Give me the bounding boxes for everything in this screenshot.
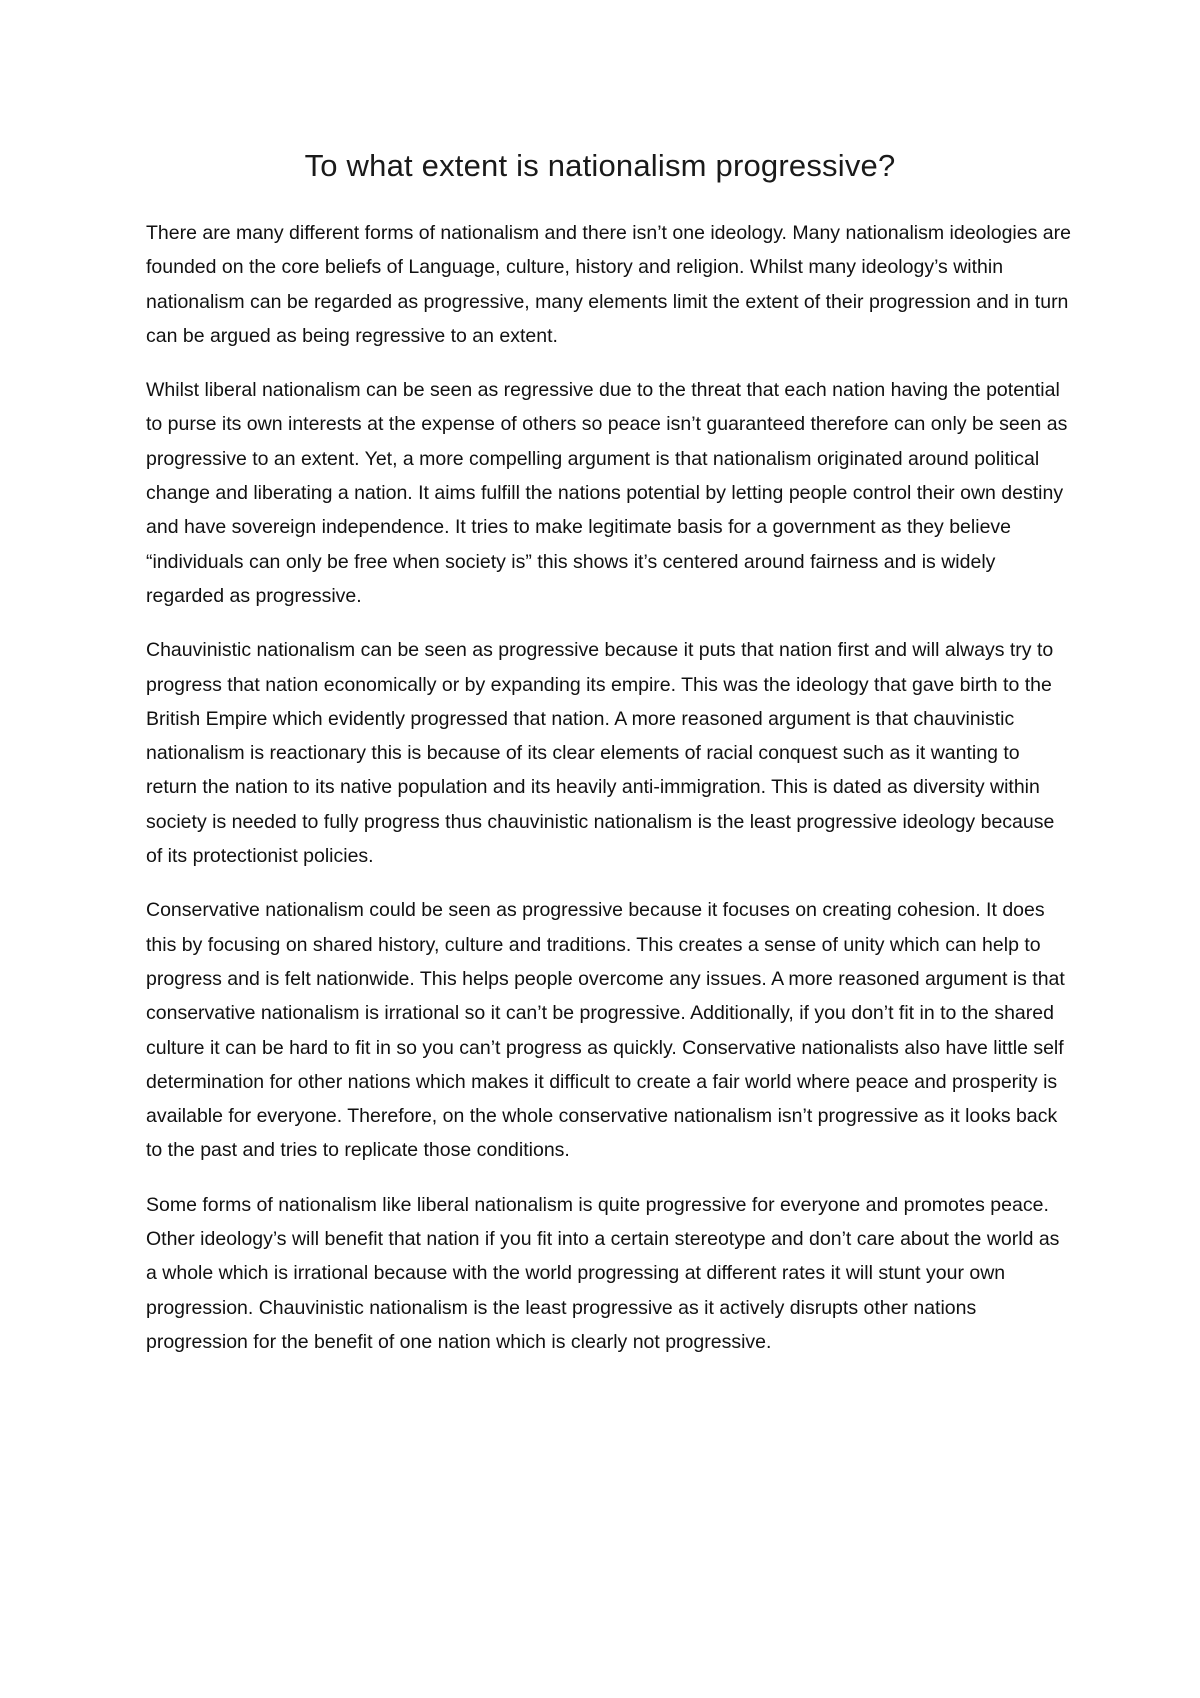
document-title: To what extent is nationalism progressive? xyxy=(304,148,896,183)
document-body xyxy=(146,216,1071,1379)
paragraph-introduction: There are many different forms of nationalism and there isn’t one ideology. Many nationalism ideologies are founded on the core beliefs of Language, culture, history and religion. Whilst many ideology’s within nationalism can be regarded as progressive, many elements limit the extent of their progression and in turn can be argued as being regressive to an extent. xyxy=(146,222,1071,347)
paragraph-chauvinistic-nationalism: Chauvinistic nationalism can be seen as progressive because it puts that nation first and will always try to progress that nation economically or by expanding its empire. This was the ideology that gave birth to the British Empire which evidently progressed that nation. A more reasoned argument is that chauvinistic nationalism is reactionary this is because of its clear elements of racial conquest such as it wanting to return the nation to its native population and its heavily anti-immigration. This is dated as diversity within society is needed to fully progress thus chauvinistic nationalism is the least progressive ideology because of its protectionist policies. xyxy=(146,639,1055,868)
paragraph-conclusion: Some forms of nationalism like liberal nationalism is quite progressive for everyone and promotes peace. Other ideology’s will benefit that nation if you fit into a certain stereotype and don’t care about the world as a whole which is irrational because with the world progressing at different rates it will stunt your own progression. Chauvinistic nationalism is the least progressive as it actively disrupts other nations progression for the benefit of one nation which is clearly not progressive. xyxy=(146,1193,1060,1353)
paragraph-liberal-nationalism: Whilst liberal nationalism can be seen as regressive due to the threat that each nation having the potential to purse its own interests at the expense of others so peace isn’t guaranteed therefore can only be seen as progressive to an extent. Yet, a more compelling argument is that nationalism originated around political change and liberating a nation. It aims fulfill the nations potential by letting people control their own destiny and have sovereign independence. It tries to make legitimate basis for a government as they believe “individuals can only be free when society is” this shows it’s centered around fairness and is widely regarded as progressive. xyxy=(146,379,1068,607)
paragraph-conservative-nationalism: Conservative nationalism could be seen as progressive because it focuses on creating cohesion. It does this by focusing on shared history, culture and traditions. This creates a sense of unity which can help to progress and is felt nationwide. This helps people overcome any issues. A more reasoned argument is that conservative nationalism is irrational so it can’t be progressive. Additionally, if you don’t fit in to the shared culture it can be hard to fit in so you can’t progress as quickly. Conservative nationalists also have little self determination for other nations which makes it difficult to create a fair world where peace and prosperity is available for everyone. Therefore, on the whole conservative nationalism isn’t progressive as it looks back to the past and tries to replicate those conditions. xyxy=(146,899,1065,1162)
